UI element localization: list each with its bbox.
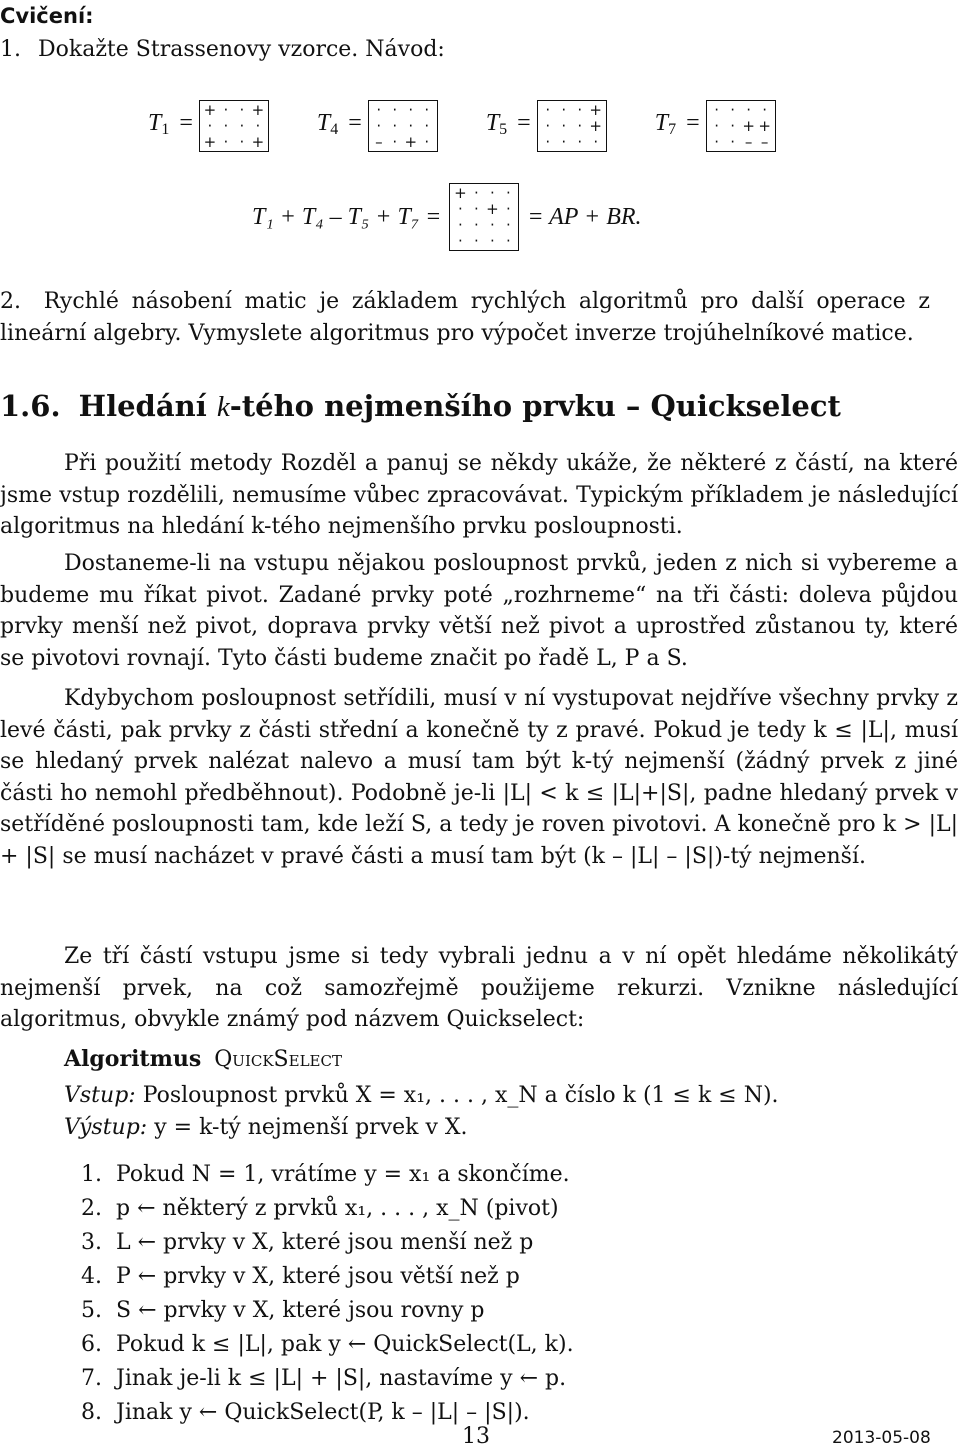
sum-matrix-cell: · <box>473 216 479 234</box>
matrix-label-sub: 4 <box>330 120 339 138</box>
sum-rhs: = AP + BR. <box>527 204 642 230</box>
matrix-7-row <box>709 102 773 118</box>
matrix-5-cell: · <box>545 117 551 135</box>
algorithm-block <box>64 1043 954 1430</box>
matrix-4-cell: · <box>376 101 382 119</box>
sum-lhs: T₁ + T₄ – T₅ + T₇ = <box>252 204 442 230</box>
matrix-label-main: T <box>316 109 331 136</box>
matrix-7-cell: · <box>714 133 720 151</box>
matrix-5-row <box>540 102 604 118</box>
matrix-7-cell: · <box>762 101 768 119</box>
matrix-1-cell: + <box>203 101 217 119</box>
matrix-label-sub: 7 <box>668 120 677 138</box>
matrix-label: $T_5$ = <box>485 109 531 138</box>
matrix-group-7 <box>655 100 776 152</box>
section-title-part1: Hledání <box>78 389 217 423</box>
matrix-7-cell: – <box>744 133 753 151</box>
matrix-1-cell: · <box>223 117 229 135</box>
matrix-5-cell: · <box>545 101 551 119</box>
exercise-2 <box>0 286 930 349</box>
matrix-group-5 <box>486 100 607 152</box>
sum-matrix-cell: · <box>457 232 463 250</box>
matrix-5-cell: · <box>577 101 583 119</box>
sum-matrix-row <box>452 233 516 249</box>
algorithm-step-text: L ← prvky v X, které jsou menší než p <box>116 1230 534 1255</box>
algorithm-step <box>64 1260 954 1294</box>
matrix-7-cell: · <box>730 133 736 151</box>
matrix-1-row <box>202 102 266 118</box>
algorithm-step <box>64 1328 954 1362</box>
paragraph-3: Kdybychom posloupnost setřídili, musí v ní vystupovat nejdříve všechny prvky z levé části, pak prvky z části střední a konečně ty z pravé. Pokud je tedy k ≤ |L|, musí se hledaný prvek nalézat nalevo a musí tam být k-tý nejmenší (žádný prvek z jiné části ho nemohl předběhnout). Podobně je-li |L| < k ≤ |L|+|S|, padne hledaný prvek v setříděné posloupnosti tam, kde leží S, a tedy je roven pivotovi. A konečně pro k > |L| + |S| se musí nacházet v pravé části a musí tam být (k – |L| – |S|)-tý nejmenší. <box>0 686 958 869</box>
algorithm-step-text: Jinak je-li k ≤ |L| + |S|, nastavíme y ← p. <box>116 1366 567 1391</box>
algorithm-step <box>64 1158 954 1192</box>
matrix-7-cell: · <box>746 101 752 119</box>
matrix-4-cell: · <box>392 101 398 119</box>
paragraph-2: Dostaneme-li na vstupu nějakou posloupnost prvků, jeden z nich si vybereme a budeme mu říkat pivot. Zadané prvky poté „rozhrneme“ na tři části: doleva půjdou prvky menší než pivot, doprava prvky větší než pivot a uprostřed zůstanou ty, které se pivotovi rovnají. Tyto části budeme značit po řadě L, P a S. <box>0 551 958 671</box>
page-number: 13 <box>462 1424 490 1449</box>
sum-matrix-cell: · <box>505 232 511 250</box>
matrix-1-row <box>202 118 266 134</box>
exercises-heading: Cvičení: <box>0 4 94 28</box>
algorithm-name: QuickSelect <box>214 1047 342 1072</box>
section-title <box>0 386 940 427</box>
matrix-1-cell: · <box>255 117 261 135</box>
matrix-1-row <box>202 134 266 150</box>
algorithm-step-text: P ← prvky v X, které jsou větší než p <box>116 1264 520 1289</box>
matrix-label: $T_1$ = <box>148 109 193 138</box>
algorithm-step-text: Pokud k ≤ |L|, pak y ← QuickSelect(L, k). <box>116 1332 574 1357</box>
matrix-4-cell: + <box>404 133 418 151</box>
sum-matrix-cell: · <box>473 184 479 202</box>
matrix-4-cell: · <box>376 117 382 135</box>
sum-matrix-cell: · <box>505 200 511 218</box>
algorithm-step-text: Jinak y ← QuickSelect(P, k – |L| – |S|). <box>116 1400 530 1425</box>
matrix-1-cell: · <box>239 133 245 151</box>
matrix-7-cell: – <box>760 133 769 151</box>
matrix-5-row <box>540 134 604 150</box>
algorithm-step-text: S ← prvky v X, které jsou rovny p <box>116 1298 485 1323</box>
sum-matrix-cell: + <box>454 184 467 202</box>
matrix-5-cell: · <box>561 101 567 119</box>
sum-matrix-cell: · <box>489 184 495 202</box>
matrix-1-cell: + <box>251 101 265 119</box>
matrix-5-cell: · <box>593 133 599 151</box>
sum-matrix-cell: · <box>457 216 463 234</box>
matrix-7-row <box>709 118 773 134</box>
matrix-group-4 <box>317 100 438 152</box>
matrix-4-cell: – <box>375 133 383 151</box>
matrix-1-cell: + <box>251 133 265 151</box>
section-number: 1.6. <box>0 389 61 423</box>
matrix-1-cell: · <box>239 101 245 119</box>
matrix-4-row <box>371 118 435 134</box>
matrix-4-cell: · <box>424 117 430 135</box>
algorithm-step-number: 8. <box>81 1400 102 1425</box>
matrix-7-cell: · <box>714 101 720 119</box>
sum-matrix-cell: + <box>486 200 499 218</box>
algorithm-label: Algoritmus <box>64 1046 202 1072</box>
algorithm-step <box>64 1396 954 1430</box>
document-date: 2013-05-08 <box>832 1428 931 1448</box>
exercise-1-number: 1. <box>0 37 21 62</box>
section-title-k: k <box>216 391 230 423</box>
sum-matrix-cell: · <box>473 200 479 218</box>
matrix-7-cell: · <box>730 101 736 119</box>
algorithm-step-number: 5. <box>81 1298 102 1323</box>
strassen-matrices-row <box>148 100 828 166</box>
matrix-7-cell: · <box>714 117 720 135</box>
algorithm-output-text: y = k-tý nejmenší prvek v X. <box>154 1115 468 1140</box>
matrix-label-sub: 5 <box>499 120 508 138</box>
sum-matrix-row <box>452 185 516 201</box>
algorithm-step-number: 2. <box>81 1196 102 1221</box>
algorithm-step-text: p ← některý z prvků x₁, . . . , x_N (pivot) <box>116 1196 559 1221</box>
matrix-group-1 <box>148 100 269 152</box>
algorithm-steps <box>64 1158 954 1430</box>
paragraph-4: Ze tří částí vstupu jsme si tedy vybrali jednu a v ní opět hledáme několikátý nejmenší prvek, na což samozřejmě použijeme rekurzi. Vznikne následující algoritmus, obvykle známý pod názvem Quickselect: <box>0 944 958 1032</box>
paragraph-1: Při použití metody Rozděl a panuj se někdy ukáže, že některé z částí, na které jsme vstup rozdělili, nemusíme vůbec zpracovávat. Typickým příkladem je následující algoritmus na hledání k-tého nejmenšího prvku posloupnosti. <box>0 451 958 539</box>
matrix-label-main: T <box>485 109 500 136</box>
algorithm-step <box>64 1362 954 1396</box>
matrix-label-sub: 1 <box>161 120 170 138</box>
matrix-1 <box>199 100 269 152</box>
sum-matrix-cell: · <box>457 200 463 218</box>
matrix-label-main: T <box>148 109 162 136</box>
matrix-1-cell: · <box>239 117 245 135</box>
matrix-5-cell: · <box>545 133 551 151</box>
matrix-5-cell: · <box>577 117 583 135</box>
algorithm-step-number: 1. <box>81 1162 102 1187</box>
matrix-7 <box>706 100 776 152</box>
matrix-5-cell: · <box>561 117 567 135</box>
algorithm-input-label: Vstup: <box>64 1083 136 1108</box>
matrix-1-cell: + <box>203 133 217 151</box>
algorithm-output <box>64 1112 954 1144</box>
algorithm-step-number: 4. <box>81 1264 102 1289</box>
matrix-1-cell: · <box>223 101 229 119</box>
matrix-label: $T_7$ = <box>654 109 700 138</box>
algorithm-step <box>64 1294 954 1328</box>
algorithm-step <box>64 1192 954 1226</box>
algorithm-step-number: 7. <box>81 1366 102 1391</box>
matrix-5-cell: · <box>561 133 567 151</box>
matrix-5-cell: + <box>589 101 602 119</box>
matrix-7-row <box>709 134 773 150</box>
algorithm-input-text: Posloupnost prvků X = x₁, . . . , x_N a číslo k (1 ≤ k ≤ N). <box>142 1083 779 1108</box>
sum-equation <box>252 184 642 250</box>
algorithm-step-number: 6. <box>81 1332 102 1357</box>
algorithm-step <box>64 1226 954 1260</box>
matrix-1-cell: · <box>207 117 213 135</box>
matrix-7-cell: + <box>758 117 771 135</box>
matrix-4-cell: · <box>408 101 414 119</box>
sum-matrix-cell: · <box>473 232 479 250</box>
sum-matrix-cell: · <box>505 216 511 234</box>
matrix-label-main: T <box>654 109 669 136</box>
sum-matrix-cell: · <box>489 232 495 250</box>
matrix-7-cell: + <box>742 117 755 135</box>
matrix-4-cell: · <box>424 133 430 151</box>
algorithm-title <box>64 1043 954 1076</box>
matrix-4-cell: · <box>392 117 398 135</box>
algorithm-step-text: Pokud N = 1, vrátíme y = x₁ a skončíme. <box>116 1162 570 1187</box>
matrix-5-cell: + <box>589 117 602 135</box>
algorithm-step-number: 3. <box>81 1230 102 1255</box>
matrix-4-row <box>371 134 435 150</box>
matrix-4-cell: · <box>424 101 430 119</box>
sum-matrix-cell: · <box>505 184 511 202</box>
algorithm-input <box>64 1080 954 1112</box>
sum-matrix-row <box>452 217 516 233</box>
matrix-4-row <box>371 102 435 118</box>
sum-matrix-row <box>452 201 516 217</box>
sum-matrix-cell: · <box>489 216 495 234</box>
sum-matrix <box>449 183 519 251</box>
matrix-5 <box>537 100 607 152</box>
exercise-1 <box>0 34 445 66</box>
matrix-1-cell: · <box>223 133 229 151</box>
section-title-part2: -tého nejmenšího prvku – Quickselect <box>229 389 841 423</box>
matrix-4-cell: · <box>408 117 414 135</box>
exercise-1-text: Dokažte Strassenovy vzorce. Návod: <box>38 37 445 62</box>
matrix-4-cell: · <box>392 133 398 151</box>
exercise-2-number: 2. <box>0 289 21 314</box>
matrix-label: $T_4$ = <box>316 109 362 138</box>
matrix-7-cell: · <box>730 117 736 135</box>
algorithm-output-label: Výstup: <box>64 1115 148 1140</box>
matrix-5-row <box>540 118 604 134</box>
matrix-5-cell: · <box>577 133 583 151</box>
matrix-4 <box>368 100 438 152</box>
exercise-2-text: Rychlé násobení matic je základem rychlých algoritmů pro další operace z lineární algebry. Vymyslete algoritmus pro výpočet inverze trojúhelníkové matice. <box>0 289 931 346</box>
